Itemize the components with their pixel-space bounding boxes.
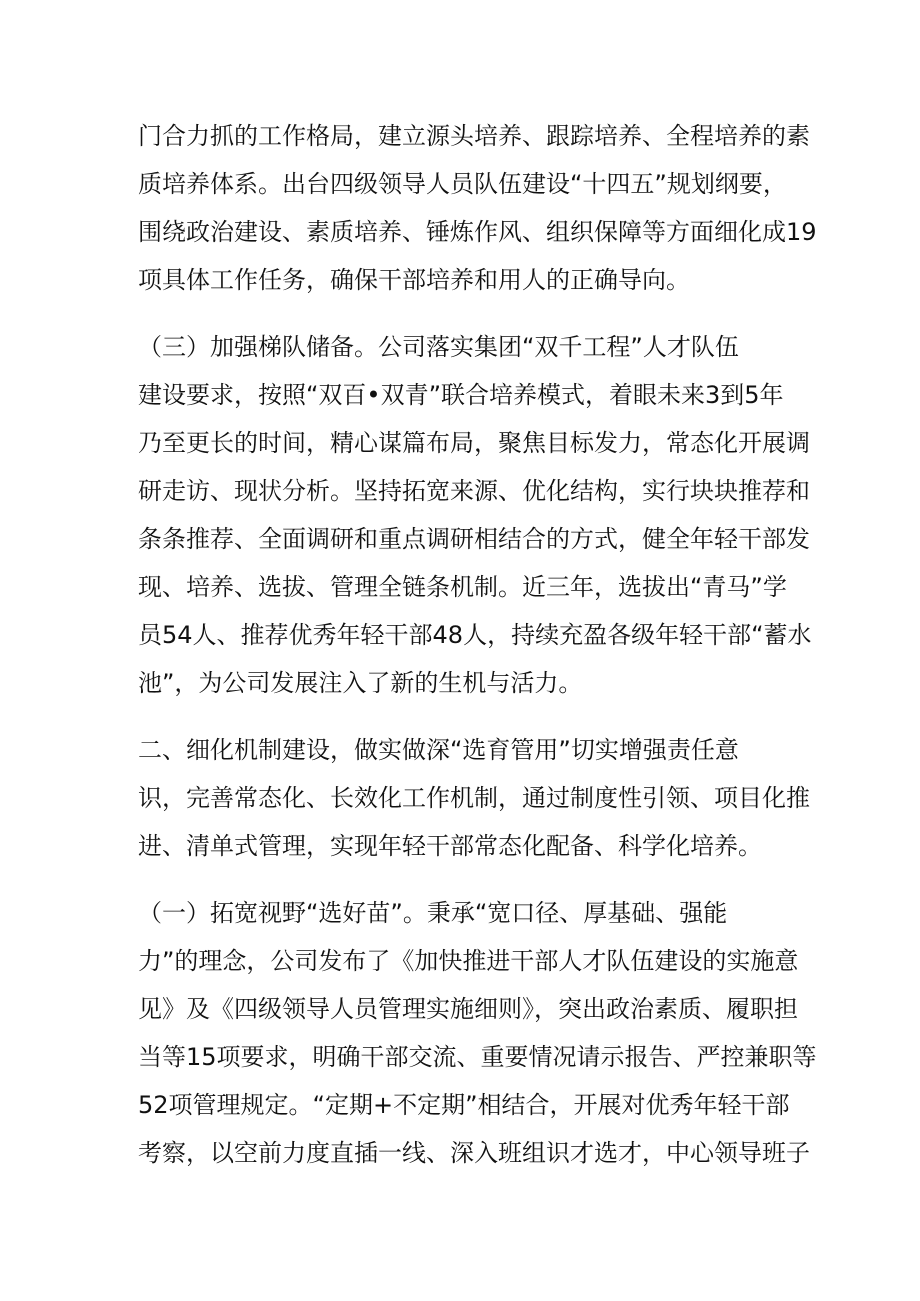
paragraph-4 bbox=[138, 889, 817, 1177]
paragraph-line: 识，完善常态化、长效化工作机制，通过制度性引领、项目化推 bbox=[138, 784, 810, 812]
paragraph-line: 乃至更长的时间，精心谋篇布局，聚焦目标发力，常态化开展调 bbox=[138, 429, 810, 457]
paragraph-line: 当等15项要求，明确干部交流、重要情况请示报告、严控兼职等 bbox=[138, 1043, 817, 1071]
paragraph-spacer bbox=[138, 870, 788, 889]
paragraph-3 bbox=[138, 726, 810, 870]
paragraph-line: 围绕政治建设、素质培养、锤炼作风、组织保障等方面细化成19 bbox=[138, 218, 817, 246]
paragraph-line: 研走访、现状分析。坚持拓宽来源、优化结构，实行块块推荐和 bbox=[138, 477, 810, 505]
paragraph-line: 门合力抓的工作格局，建立源头培养、跟踪培养、全程培养的素 bbox=[138, 122, 810, 150]
paragraph-line: 建设要求，按照“双百•双青”联合培养模式，着眼未来3到5年 bbox=[138, 381, 784, 409]
paragraph-line: 考察，以空前力度直插一线、深入班组识才选才，中心领导班子 bbox=[138, 1139, 810, 1167]
paragraph-line: 条条推荐、全面调研和重点调研相结合的方式，健全年轻干部发 bbox=[138, 525, 810, 553]
paragraph-line: 二、细化机制建设，做实做深“选育管用”切实增强责任意 bbox=[138, 736, 739, 764]
paragraph-line: 现、培养、选拔、管理全链条机制。近三年，选拔出“青马”学 bbox=[138, 573, 787, 601]
paragraph-spacer bbox=[138, 304, 788, 323]
paragraph-line: 员54人、推荐优秀年轻干部48人，持续充盈各级年轻干部“蓄水 bbox=[138, 621, 812, 649]
document-body bbox=[138, 112, 817, 1177]
paragraph-line: 进、清单式管理，实现年轻干部常态化配备、科学化培养。 bbox=[138, 832, 762, 860]
paragraph-line: （一）拓宽视野“选好苗”。秉承“宽口径、厚基础、强能 bbox=[138, 899, 728, 927]
paragraph-1 bbox=[138, 112, 817, 304]
paragraph-spacer bbox=[138, 707, 788, 726]
paragraph-line: 见》及《四级领导人员管理实施细则》，突出政治素质、履职担 bbox=[138, 995, 798, 1023]
paragraph-line: 力”的理念，公司发布了《加快推进干部人才队伍建设的实施意 bbox=[138, 947, 799, 975]
paragraph-line: 项具体工作任务，确保干部培养和用人的正确导向。 bbox=[138, 266, 690, 294]
paragraph-line: 池”，为公司发展注入了新的生机与活力。 bbox=[138, 669, 583, 697]
paragraph-2 bbox=[138, 323, 812, 707]
paragraph-line: 52项管理规定。“定期+不定期”相结合，开展对优秀年轻干部 bbox=[138, 1091, 790, 1119]
paragraph-line: 质培养体系。出台四级领导人员队伍建设“十四五”规划纲要， bbox=[138, 170, 787, 198]
paragraph-line: （三）加强梯队储备。公司落实集团“双千工程”人才队伍 bbox=[138, 333, 739, 361]
